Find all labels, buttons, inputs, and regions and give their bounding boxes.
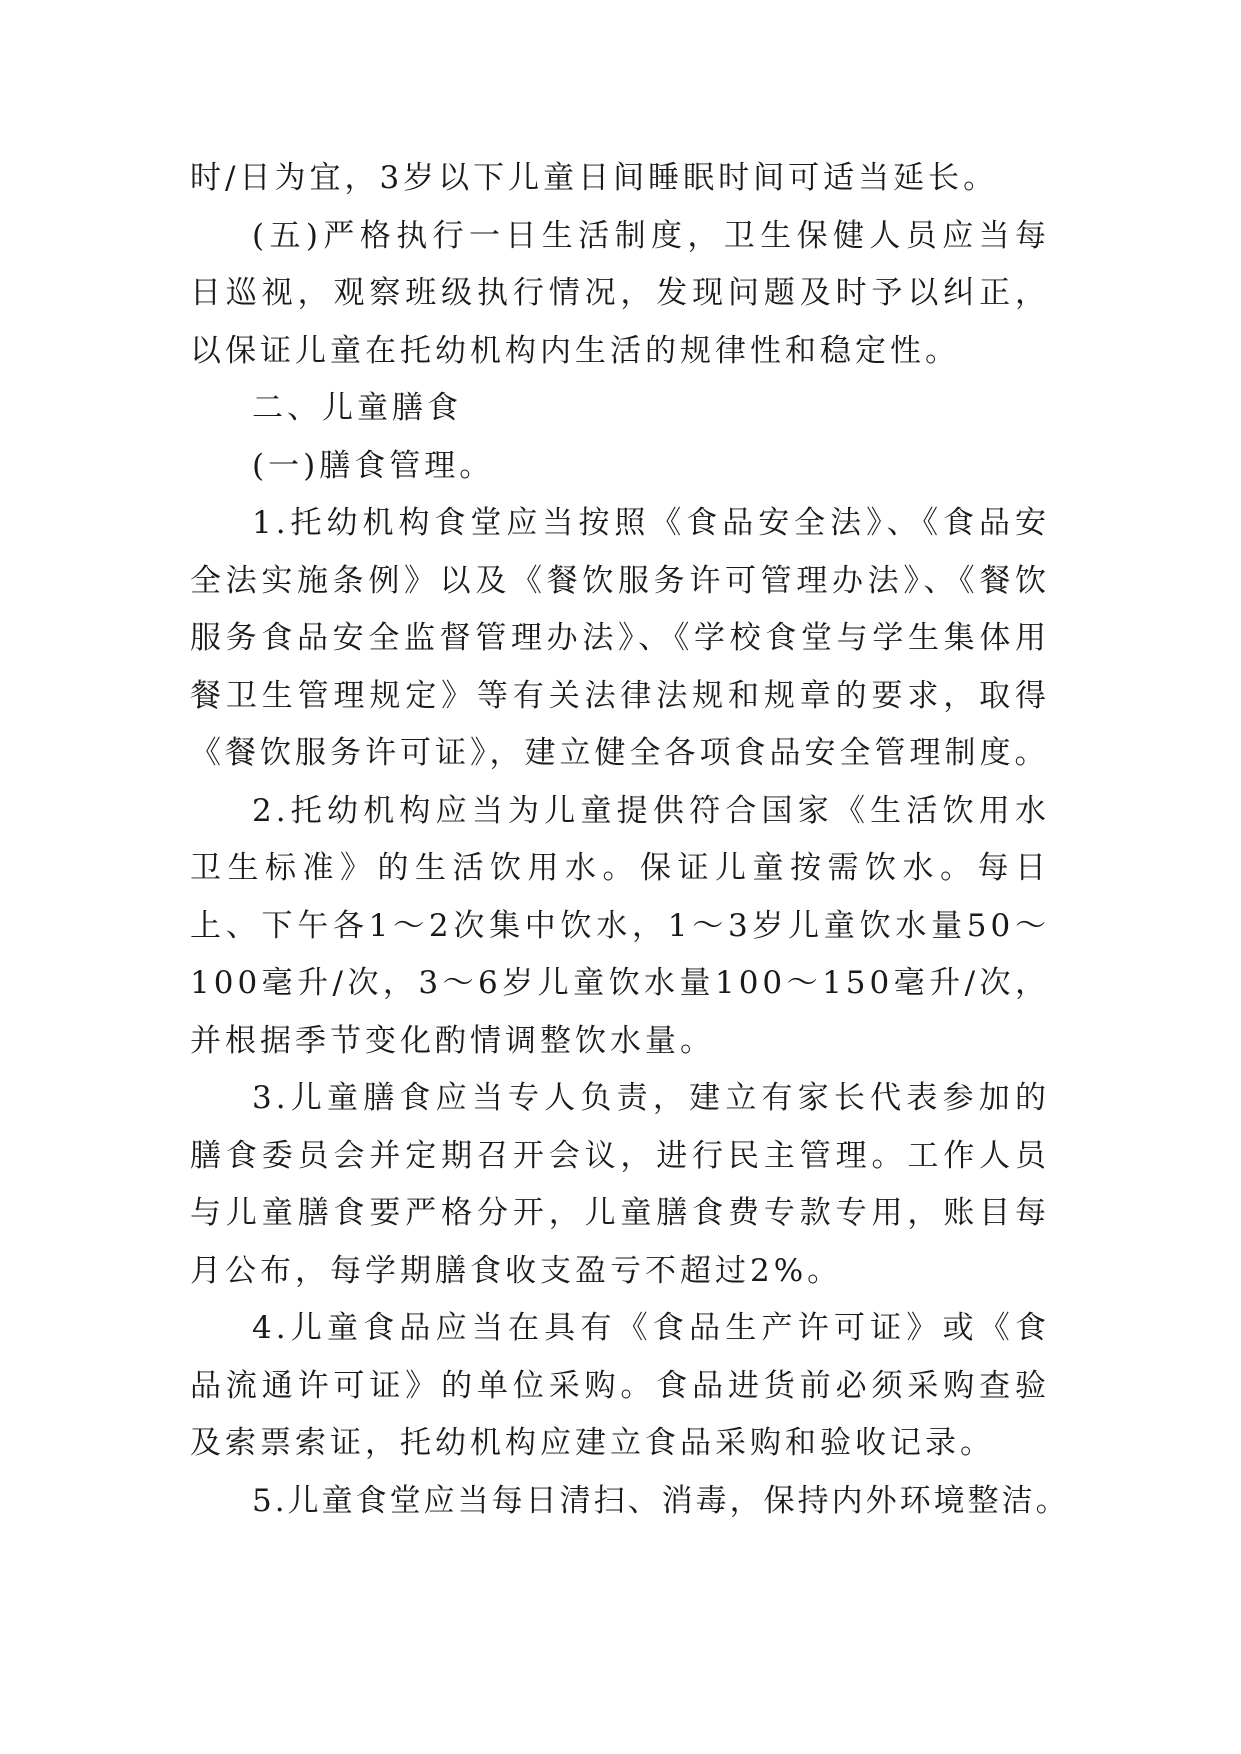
subsection-heading-diet-management: (一)膳食管理。 [252, 447, 495, 484]
document-body [190, 150, 1070, 1530]
paragraph-nap-duration: 时/日为宜，3岁以下儿童日间睡眠时间可适当延长。 [190, 160, 999, 196]
paragraph-item-5-canteen-cleaning: 5.儿童食堂应当每日清扫、消毒，保持内外环境整洁。 [252, 1482, 1070, 1519]
paragraph-item-2-drinking-water: 2.托幼机构应当为儿童提供符合国家《生活饮用水卫生标准》的生活饮用水。保证儿童按需饮水。每日上、下午各1～2次集中饮水，1～3岁儿童饮水量50～100毫升/次，3～6岁儿童饮水量100～150毫升/次，并根据季节变化酌情调整饮水量。 [190, 792, 1050, 1059]
paragraph-item-1-canteen-law: 1.托幼机构食堂应当按照《食品安全法》、《食品安全法实施条例》以及《餐饮服务许可管理办法》、《餐饮服务食品安全监督管理办法》、《学校食堂与学生集体用餐卫生管理规定》等有关法律法规和规章的要求，取得《餐饮服务许可证》，建立健全各项食品安全管理制度。 [190, 505, 1050, 771]
paragraph-item-3-diet-committee: 3.儿童膳食应当专人负责，建立有家长代表参加的膳食委员会并定期召开会议，进行民主管理。工作人员与儿童膳食要严格分开，儿童膳食费专款专用，账目每月公布，每学期膳食收支盈亏不超过2%。 [190, 1080, 1050, 1289]
section-heading-children-diet: 二、儿童膳食 [252, 390, 462, 426]
paragraph-item-4-food-purchase: 4.儿童食品应当在具有《食品生产许可证》或《食品流通许可证》的单位采购。食品进货前必须采购查验及索票索证，托幼机构应建立食品采购和验收记录。 [190, 1310, 1050, 1461]
paragraph-daily-routine: (五)严格执行一日生活制度，卫生保健人员应当每日巡视，观察班级执行情况，发现问题及时予以纠正，以保证儿童在托幼机构内生活的规律性和稳定性。 [190, 217, 1050, 369]
